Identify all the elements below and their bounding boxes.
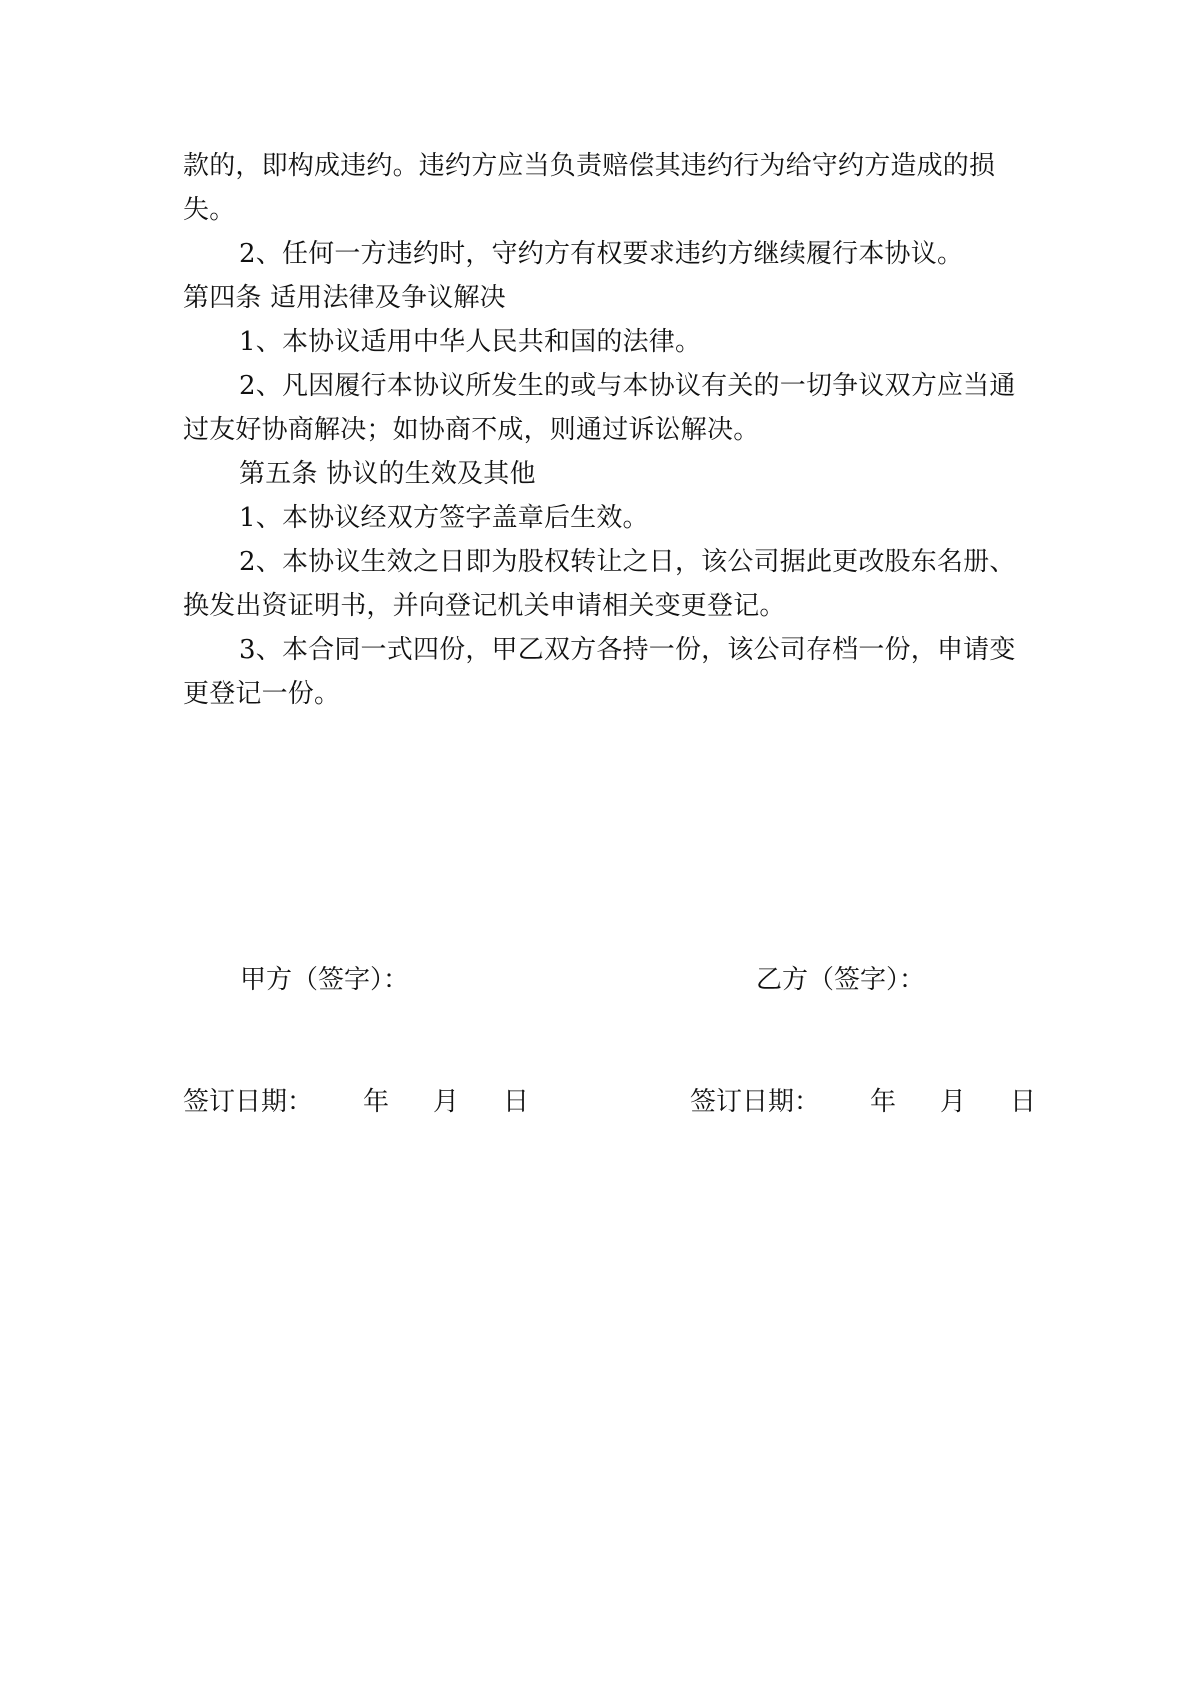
paragraph-7: 1、本协议经双方签字盖章后生效。 — [239, 503, 649, 533]
paragraph-5: 2、凡因履行本协议所发生的或与本协议有关的一切争议双方应当通过友好协商解决；如协商不成，则通过诉讼解决。 — [183, 371, 1016, 445]
signing-date-label: 签订日期： — [690, 1087, 821, 1117]
date-day-label: 日 — [503, 1087, 530, 1117]
date-day-label: 日 — [1010, 1087, 1037, 1117]
paragraph-9: 3、本合同一式四份，甲乙双方各持一份，该公司存档一份，申请变更登记一份。 — [183, 635, 1016, 709]
contract-body — [183, 144, 1025, 716]
party-b-signing-date — [690, 1080, 1036, 1124]
paragraph-2: 2、任何一方违约时，守约方有权要求违约方继续履行本协议。 — [239, 239, 964, 269]
date-month-label: 月 — [940, 1087, 967, 1117]
section-heading-5: 第五条 协议的生效及其他 — [239, 459, 536, 489]
party-b-signature-label: 乙方（签字）： — [756, 965, 926, 995]
party-a-signing-date — [183, 1080, 529, 1124]
signing-date-label: 签订日期： — [183, 1087, 314, 1117]
party-a-signature-label: 甲方（签字）： — [240, 965, 410, 995]
date-year-label: 年 — [870, 1087, 897, 1117]
paragraph-8: 2、本协议生效之日即为股权转让之日，该公司据此更改股东名册、换发出资证明书，并向登记机关申请相关变更登记。 — [183, 547, 1016, 621]
date-year-label: 年 — [363, 1087, 390, 1117]
date-month-label: 月 — [433, 1087, 460, 1117]
paragraph-1: 款的，即构成违约。违约方应当负责赔偿其违约行为给守约方造成的损失。 — [183, 151, 996, 225]
section-heading-4: 第四条 适用法律及争议解决 — [183, 283, 506, 313]
paragraph-4: 1、本协议适用中华人民共和国的法律。 — [239, 327, 702, 357]
